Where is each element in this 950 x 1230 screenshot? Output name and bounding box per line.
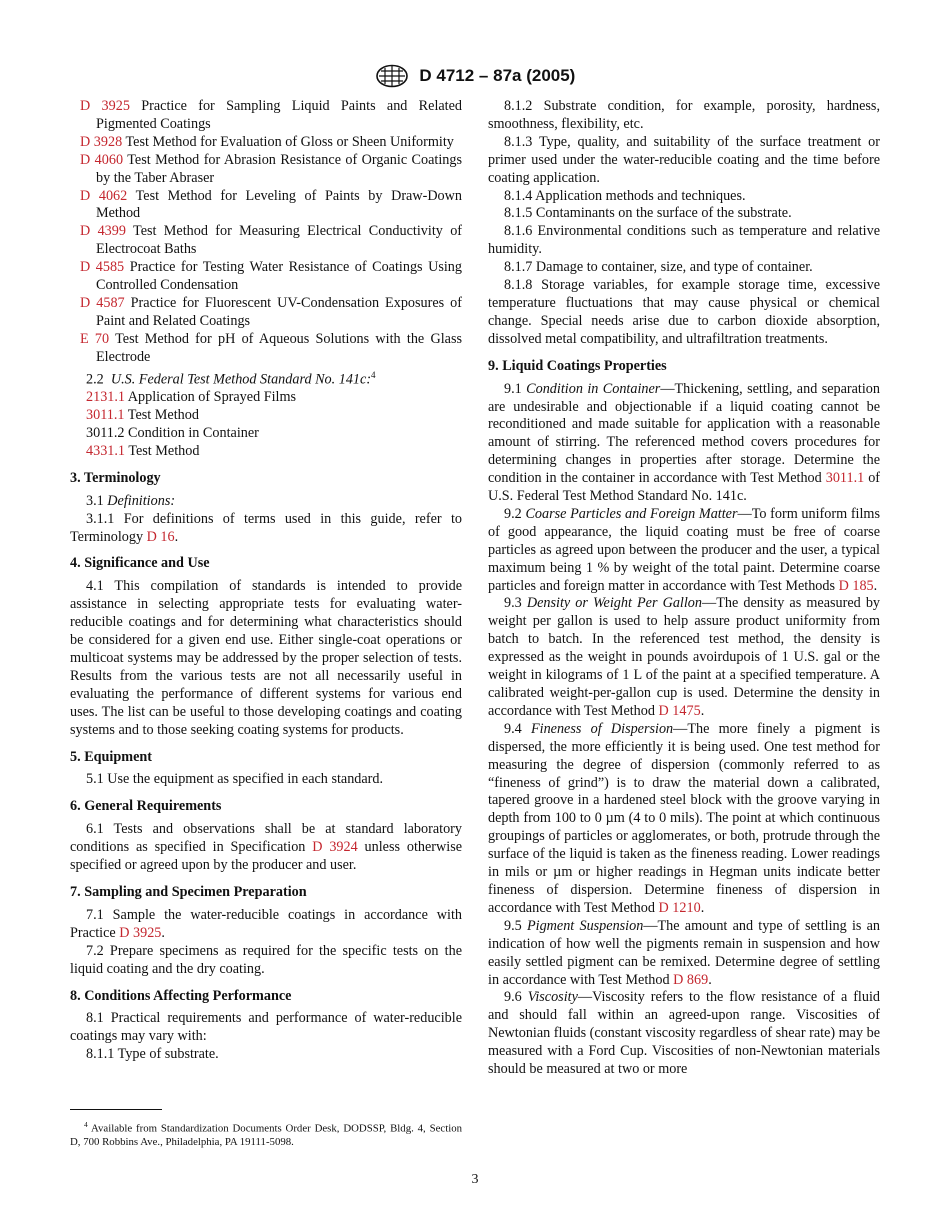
reference-link[interactable]: D 4587 (80, 294, 125, 311)
paragraph: 5.1 Use the equipment as specified in each standard. (86, 771, 384, 788)
paragraph: 9.4 Fineness of Dispersion—The more finely a pigment is dispersed, the more efficiently it is being used. One test method for measuring the degree of dispersion (commonly referred to as “fineness of grind”) is to draw the material down a calibrated, tapered groove in a hardened steel block with the groove varying in depth from 100 to 0 µm (4 to 0 mils). The point at which continuous groupings of particles or agglomerates, or both, protrude through the surface of the liquid is taken as the fineness reading. Lower readings in mils or µm or higher readings in Hegman units indicate better fineness of dispersion. Determine fineness of dispersion in accordance with Test Method D 1210. (488, 720, 881, 916)
reference-link[interactable]: 3011.1 (825, 470, 865, 487)
astm-logo-icon (375, 64, 409, 88)
paragraph: 9.2 Coarse Particles and Foreign Matter—To form uniform films of good appearance, the liquid coating must be free of coarse particles as agreed upon between the producer and the user, a typical maximum being 1 % by weight of the total paint. Determine coarse particles and foreign matter in accordance with Test Methods D 185. (488, 505, 880, 594)
paragraph: 8.1 Practical requirements and performance of water-reducible coatings may vary with: (70, 1010, 462, 1045)
reference-link[interactable]: D 3928 (80, 133, 123, 150)
fed-link[interactable]: 2131.1 (86, 389, 126, 406)
section-heading: 6. General Requirements (70, 798, 222, 815)
reference-link[interactable]: D 869 (673, 971, 709, 988)
paragraph: 9.6 Viscosity—Viscosity refers to the flow resistance of a fluid and should fall within an agreed-upon range. Viscosities of Newtonian fluids (constant viscosity regardless of shear rate) may be measured with a Ford Cup. Viscosities of non-Newtonian materials should be measured at two or more (488, 989, 881, 1078)
subsection-2-2: 2.2 U.S. Federal Test Method Standard No. 141c:$^4$ (86, 369, 376, 388)
footnote: $^4$ Available from Standardization Documents Order Desk, DODSSP, Bldg. 4, Section D, 700 Robbins Ave., Philadelphia, PA 19111-5098. (70, 1120, 462, 1149)
page-number: 3 (471, 1172, 479, 1187)
reference-link[interactable]: D 3924 (312, 839, 358, 856)
paragraph: 8.1.8 Storage variables, for example storage time, excessive temperature fluctuations that may cause physical or chemical change. Special needs arise due to carbon dioxide absorption, dissolved metal compatibility, and ultrafiltration treatments. (488, 277, 880, 347)
reference-item: D 4062 Test Method for Leveling of Paints by Draw-Down Method (80, 187, 462, 222)
paragraph: 8.1.4 Application methods and techniques. (504, 187, 746, 204)
reference-link[interactable]: D 4399 (80, 223, 126, 240)
reference-link[interactable]: D 3925 (80, 98, 130, 114)
reference-item: D 4399 Test Method for Measuring Electrical Conductivity of Electrocoat Baths (80, 223, 463, 258)
paragraph: 6.1 Tests and observations shall be at standard laboratory conditions as specified in Specification D 3924 unless otherwise specified or agreed upon by the producer and user. (70, 821, 463, 874)
paragraph: 9.1 Condition in Container—Thickening, settling, and separation are undesirable and objectionable if a liquid coating cannot be reconditioned and made suitable for application with a reasonable amount of stirring. The referenced method covers procedures for determining changes in properties after storage. Determine the condition in the container in accordance with Test Method 3011.1 of U.S. Federal Test Method Standard No. 141c. (488, 380, 881, 505)
reference-link[interactable]: D 185 (838, 577, 874, 594)
section-heading: 9. Liquid Coatings Properties (488, 357, 667, 374)
paragraph: 4.1 This compilation of standards is intended to provide assistance in selecting appropriate tests for evaluating water-reducible coatings and for determining what characteristics should be considered for a given end use. Either single-coat operations or multicoat systems may be addressed by the proper selection of tests. Results from the various tests are not all necessarily useful in evaluating the performance of different systems for various end uses. The list can be useful to those developing coatings and coating systems and to those seeking coating systems for products. (70, 578, 462, 738)
fed-link[interactable]: 4331.1 (86, 442, 126, 459)
fed-item: 2131.1 Application of Sprayed Films (86, 389, 297, 406)
section-heading: 8. Conditions Affecting Performance (70, 987, 292, 1004)
footnote-divider (70, 1109, 162, 1110)
section-heading: 4. Significance and Use (70, 555, 210, 572)
fed-item: 4331.1 Test Method (86, 442, 200, 459)
reference-link[interactable]: D 1475 (658, 702, 701, 719)
reference-link[interactable]: E 70 (80, 330, 110, 347)
fed-item: 3011.2 Condition in Container (86, 425, 259, 442)
paragraph: 9.3 Density or Weight Per Gallon—The density as measured by weight per gallon is used to help assure product uniformity from batch to batch. In the referenced test method, the density is expressed as the weight in pounds avoirdupois of 1 U.S. gal or the weight in kilograms of 1 L of the paint at a specified temperature. A calibrated weight-per-gallon cup is used. Determine the density in accordance with Test Method D 1475. (488, 595, 881, 719)
reference-item: D 3928 Test Method for Evaluation of Gloss or Sheen Uniformity (80, 133, 454, 150)
paragraph: 8.1.5 Contaminants on the surface of the substrate. (504, 205, 792, 222)
paragraph: 8.1.6 Environmental conditions such as temperature and relative humidity. (488, 223, 880, 258)
fed-link[interactable]: 3011.1 (86, 407, 125, 424)
reference-link[interactable]: D 4060 (80, 151, 124, 168)
reference-link[interactable]: D 3925 (119, 924, 162, 941)
reference-link[interactable]: D 1210 (658, 899, 701, 916)
reference-item: D 4585 Practice for Testing Water Resistance of Coatings Using Controlled Condensation (80, 259, 462, 294)
paragraph: 8.1.3 Type, quality, and suitability of the surface treatment or primer used under the water-reducible coating and the time before coating application. (488, 133, 880, 186)
paragraph: 8.1.1 Type of substrate. (86, 1046, 219, 1063)
paragraph: 3.1 Definitions: (86, 492, 176, 509)
reference-item: D 4587 Practice for Fluorescent UV-Condensation Exposures of Paint and Related Coatings (80, 294, 462, 329)
section-heading: 7. Sampling and Specimen Preparation (70, 883, 307, 900)
paragraph: 9.5 Pigment Suspension—The amount and type of settling is an indication of how well the pigments remain in suspension and how easily settled pigment can be remixed. Determine degree of settling in accordance with Test Method D 869. (488, 917, 881, 988)
section-heading: 3. Terminology (70, 469, 161, 486)
reference-item: D 3925 Practice for Sampling Liquid Paints and Related Pigmented Coatings (80, 98, 463, 132)
paragraph: 8.1.7 Damage to container, size, and type of container. (504, 259, 813, 276)
reference-item: E 70 Test Method for pH of Aqueous Solutions with the Glass Electrode (80, 330, 462, 365)
reference-link[interactable]: D 4062 (80, 187, 128, 204)
paragraph: 7.2 Prepare specimens as required for the specific tests on the liquid coating and the dry coating. (70, 942, 462, 977)
section-heading: 5. Equipment (70, 748, 152, 765)
right-column (488, 98, 880, 1079)
paragraph: 7.1 Sample the water-reducible coatings in accordance with Practice D 3925. (70, 906, 462, 941)
reference-link[interactable]: D 16 (146, 528, 175, 545)
document-title: D 4712 – 87a (2005) (419, 66, 576, 85)
fed-item: 3011.1 Test Method (86, 407, 199, 424)
paragraph: 8.1.2 Substrate condition, for example, porosity, hardness, smoothness, flexibility, etc. (488, 98, 880, 132)
page-header (0, 64, 950, 88)
left-column (70, 98, 462, 1064)
reference-link[interactable]: D 4585 (80, 259, 125, 276)
paragraph: 3.1.1 For definitions of terms used in this guide, refer to Terminology D 16. (70, 510, 462, 545)
reference-item: D 4060 Test Method for Abrasion Resistance of Organic Coatings by the Taber Abraser (80, 151, 463, 186)
